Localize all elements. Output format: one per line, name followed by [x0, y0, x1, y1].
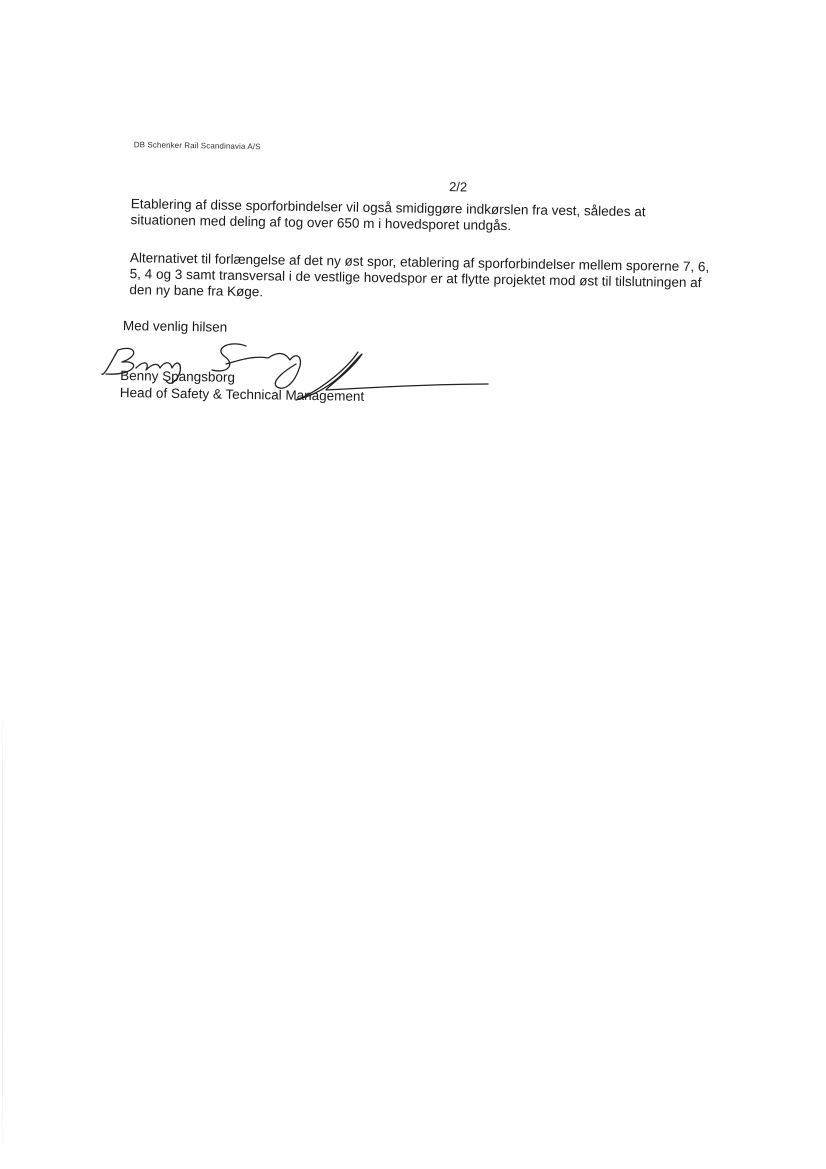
letter-body [119, 130, 720, 404]
page-number: 2/2 [449, 179, 468, 195]
company-name: DB Schenker Rail Scandinavia A/S [133, 140, 261, 152]
handwritten-signature-icon [96, 340, 496, 410]
signer-title: Head of Safety & Technical Management [119, 385, 365, 404]
paragraph-1: Etablering af disse sporforbindelser vil også smidiggøre indkørslen fra vest, således at situationen med deling af tog over 650 m i hovedsporet undgås. [130, 196, 646, 234]
signer-name: Benny Spangsborg [120, 368, 236, 385]
closing-salutation: Med venlig hilsen [122, 318, 228, 335]
scan-edge-shadow [2, 700, 3, 1160]
paragraph-2: Alternativet til forlængelse af det ny øst spor, etablering af sporforbindelser mellem sporerne 7, 6, 5, 4 og 3 samt transversal i de vestlige hovedspor er at flytte projektet mod øst til tilslutningen af den ny bane fra Køge. [129, 250, 710, 300]
